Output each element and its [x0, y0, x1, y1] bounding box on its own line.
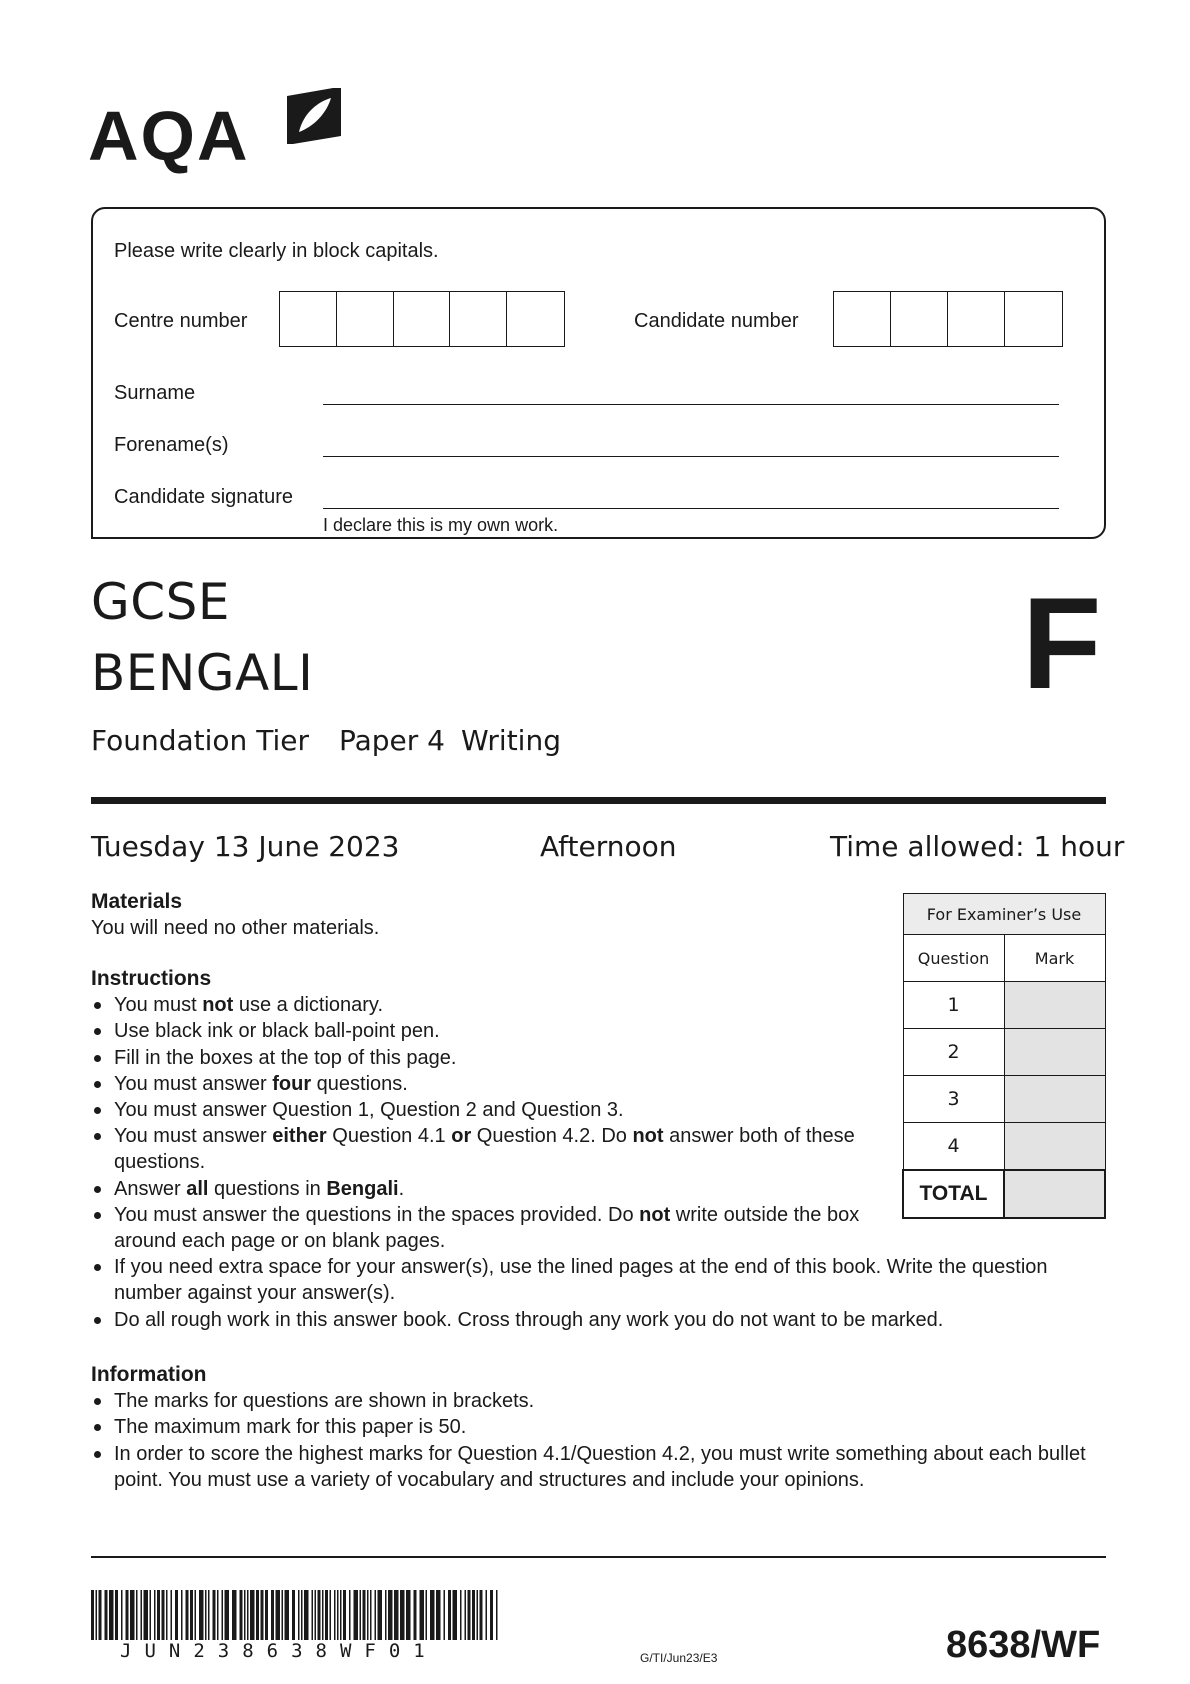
barcode-bar — [448, 1590, 451, 1640]
question-number: 1 — [903, 982, 1004, 1029]
barcode-bar — [453, 1590, 458, 1640]
barcode-bar — [271, 1590, 274, 1640]
candidate-number-field[interactable] — [833, 291, 1063, 347]
instruction-item: You must answer either Question 4.1 or Question 4.2. Do not answer both of these questions. — [91, 1123, 924, 1175]
barcode-bar — [261, 1590, 264, 1640]
barcode-bar — [444, 1590, 446, 1640]
barcode-bar — [480, 1590, 483, 1640]
barcode-bar — [436, 1590, 441, 1640]
signature-label: Candidate signature — [114, 486, 294, 508]
barcode-bar — [460, 1590, 462, 1640]
barcode-bar — [171, 1590, 173, 1640]
barcode-bar — [154, 1590, 156, 1640]
question-number: 3 — [903, 1076, 1004, 1123]
examiner-table-title: For Examiner’s Use — [903, 894, 1105, 935]
barcode-bar — [420, 1590, 425, 1640]
barcode-bar — [285, 1590, 290, 1640]
barcode-bar — [406, 1590, 411, 1640]
barcode-bar — [375, 1590, 377, 1640]
barcode-bar — [232, 1590, 237, 1640]
time-allowed: Time allowed: 1 hour — [830, 830, 1125, 863]
barcode-bar — [150, 1590, 152, 1640]
signature-field[interactable] — [323, 508, 1059, 509]
barcode-bar — [472, 1590, 475, 1640]
instruction-item: Do all rough work in this answer book. Cross through any work you do not want to be marked. — [91, 1307, 1114, 1333]
barcode-bar — [144, 1590, 149, 1640]
barcode-bar — [282, 1590, 284, 1640]
information-item: The maximum mark for this paper is 50. — [91, 1414, 1111, 1440]
information-item: The marks for questions are shown in brackets. — [91, 1388, 1111, 1414]
information-heading: Information — [91, 1363, 207, 1386]
digit-box[interactable] — [280, 292, 337, 346]
total-label: TOTAL — [903, 1170, 1004, 1218]
barcode-bar — [292, 1590, 295, 1640]
tier-name: Foundation Tier — [91, 724, 309, 757]
paper-code: 8638/WF — [946, 1624, 1101, 1666]
barcode-bar — [343, 1590, 346, 1640]
surname-field[interactable] — [323, 404, 1059, 405]
barcode-bar — [276, 1590, 281, 1640]
barcode-bar — [162, 1590, 165, 1640]
barcode-bar — [181, 1590, 183, 1640]
barcode-bar — [298, 1590, 300, 1640]
barcode-bar — [334, 1590, 336, 1640]
barcode-bar — [349, 1590, 351, 1640]
barcode-bar — [256, 1590, 259, 1640]
exam-session: Afternoon — [540, 830, 677, 863]
instruction-item: Use black ink or black ball-point pen. — [91, 1018, 924, 1044]
question-number: 4 — [903, 1123, 1004, 1171]
barcode-bar — [166, 1590, 168, 1640]
barcode-bar — [217, 1590, 219, 1640]
digit-box[interactable] — [450, 292, 507, 346]
barcode-bar — [222, 1590, 224, 1640]
subject-title: BENGALI — [91, 644, 314, 702]
barcode-bar — [99, 1590, 102, 1640]
qualification-title: GCSE — [91, 573, 230, 631]
barcode-bar — [367, 1590, 369, 1640]
instruction-item: If you need extra space for your answer(s), use the lined pages at the end of this book. Write the question number against your answer(s). — [91, 1254, 1104, 1306]
barcode-bar — [477, 1590, 479, 1640]
forename-label: Forename(s) — [114, 434, 229, 456]
barcode-bar — [199, 1590, 204, 1640]
barcode-bar — [322, 1590, 324, 1640]
materials-heading: Materials — [91, 890, 183, 913]
exam-date: Tuesday 13 June 2023 — [91, 830, 400, 863]
question-number: 2 — [903, 1029, 1004, 1076]
candidate-number-label: Candidate number — [634, 310, 799, 332]
barcode-bar — [388, 1590, 393, 1640]
barcode-bar — [115, 1590, 118, 1640]
barcode-bar — [486, 1590, 488, 1640]
barcode-text: JUN238638WF01 — [120, 1640, 438, 1662]
mark-cell[interactable] — [1004, 1029, 1105, 1076]
barcode-bar — [318, 1590, 321, 1640]
forename-field[interactable] — [323, 456, 1059, 457]
tier-letter: F — [1022, 570, 1102, 716]
logo-text: AQA — [88, 97, 250, 175]
surname-label: Surname — [114, 382, 196, 404]
instruction-item: You must answer the questions in the spaces provided. Do not write outside the box around each page or on blank pages. — [91, 1202, 924, 1254]
total-mark-cell[interactable] — [1004, 1170, 1105, 1218]
barcode-bar — [340, 1590, 342, 1640]
barcode-bar — [363, 1590, 366, 1640]
barcode-bar — [325, 1590, 328, 1640]
barcode-bar — [96, 1590, 98, 1640]
instruction-item: You must answer four questions. — [91, 1071, 924, 1097]
digit-box[interactable] — [394, 292, 451, 346]
barcode-bar — [370, 1590, 372, 1640]
barcode-bar — [426, 1590, 428, 1640]
barcode-bar — [121, 1590, 123, 1640]
mark-cell[interactable] — [1004, 1076, 1105, 1123]
digit-box[interactable] — [337, 292, 394, 346]
digit-box[interactable] — [948, 292, 1005, 346]
instructions-heading: Instructions — [91, 967, 212, 990]
mark-cell[interactable] — [1004, 1123, 1105, 1171]
barcode-bar — [400, 1590, 405, 1640]
barcode-bar — [247, 1590, 249, 1640]
barcode-bar — [205, 1590, 207, 1640]
barcode-bar — [304, 1590, 309, 1640]
barcode-bar — [354, 1590, 359, 1640]
barcode-bar — [136, 1590, 138, 1640]
barcode-bar — [175, 1590, 178, 1640]
barcode-bar — [225, 1590, 230, 1640]
barcode-bar — [301, 1590, 303, 1640]
barcode-bar — [496, 1590, 498, 1640]
barcode-bar — [312, 1590, 314, 1640]
digit-box[interactable] — [1005, 292, 1062, 346]
barcode-bar — [468, 1590, 471, 1640]
header-divider — [91, 797, 1106, 804]
barcode-bar — [337, 1590, 339, 1640]
materials-text: You will need no other materials. — [91, 917, 380, 940]
barcode-bar — [157, 1590, 160, 1640]
digit-box[interactable] — [891, 292, 948, 346]
aqa-logo — [88, 88, 348, 184]
barcode-bar — [126, 1590, 129, 1640]
barcode-bar — [315, 1590, 317, 1640]
barcode-bar — [213, 1590, 216, 1640]
barcode-bar — [394, 1590, 399, 1640]
information-item: In order to score the highest marks for Question 4.1/Question 4.2, you must write something about each bullet point. You must use a variety of vocabulary and structures and include your opinions. — [91, 1441, 1114, 1493]
block-capitals-instruction: Please write clearly in block capitals. — [114, 240, 439, 262]
barcode-bar — [465, 1590, 467, 1640]
footer-divider — [91, 1556, 1106, 1558]
barcode-bar — [91, 1590, 94, 1640]
component-name: Writing — [460, 724, 561, 757]
mark-cell[interactable] — [1004, 982, 1105, 1029]
instruction-item: You must answer Question 1, Question 2 and Question 3. — [91, 1097, 924, 1123]
information-list — [91, 1388, 1111, 1493]
barcode-bar — [105, 1590, 108, 1640]
reference-code: G/TI/Jun23/E3 — [640, 1651, 718, 1665]
examiner-use-table — [902, 893, 1106, 1219]
barcode-bar — [109, 1590, 114, 1640]
barcode-bar — [130, 1590, 135, 1640]
paper-number: Paper 4 — [338, 724, 445, 757]
barcode — [91, 1590, 501, 1640]
centre-number-field[interactable] — [279, 291, 565, 347]
barcode-bar — [330, 1590, 332, 1640]
barcode-bar — [186, 1590, 189, 1640]
digit-box[interactable] — [834, 292, 891, 346]
digit-box[interactable] — [507, 292, 564, 346]
barcode-bar — [141, 1590, 143, 1640]
centre-number-label: Centre number — [114, 310, 248, 332]
mark-column-header: Mark — [1004, 935, 1105, 982]
leaf-icon — [285, 88, 341, 144]
barcode-bar — [385, 1590, 387, 1640]
barcode-bar — [244, 1590, 246, 1640]
barcode-bar — [430, 1590, 435, 1640]
barcode-bar — [190, 1590, 193, 1640]
barcode-bar — [490, 1590, 493, 1640]
barcode-bar — [208, 1590, 210, 1640]
barcode-bar — [240, 1590, 243, 1640]
declaration-text: I declare this is my own work. — [323, 515, 559, 535]
instruction-item: Answer all questions in Bengali. — [91, 1176, 924, 1202]
paper-subtitle — [91, 724, 561, 757]
barcode-bar — [265, 1590, 268, 1640]
barcode-bar — [414, 1590, 417, 1640]
instruction-item: Fill in the boxes at the top of this page. — [91, 1045, 924, 1071]
barcode-bar — [360, 1590, 362, 1640]
barcode-bar — [378, 1590, 383, 1640]
barcode-bar — [195, 1590, 197, 1640]
barcode-bar — [250, 1590, 255, 1640]
question-column-header: Question — [903, 935, 1004, 982]
information-section — [91, 1362, 1111, 1493]
instruction-item: You must not use a dictionary. — [91, 992, 924, 1018]
